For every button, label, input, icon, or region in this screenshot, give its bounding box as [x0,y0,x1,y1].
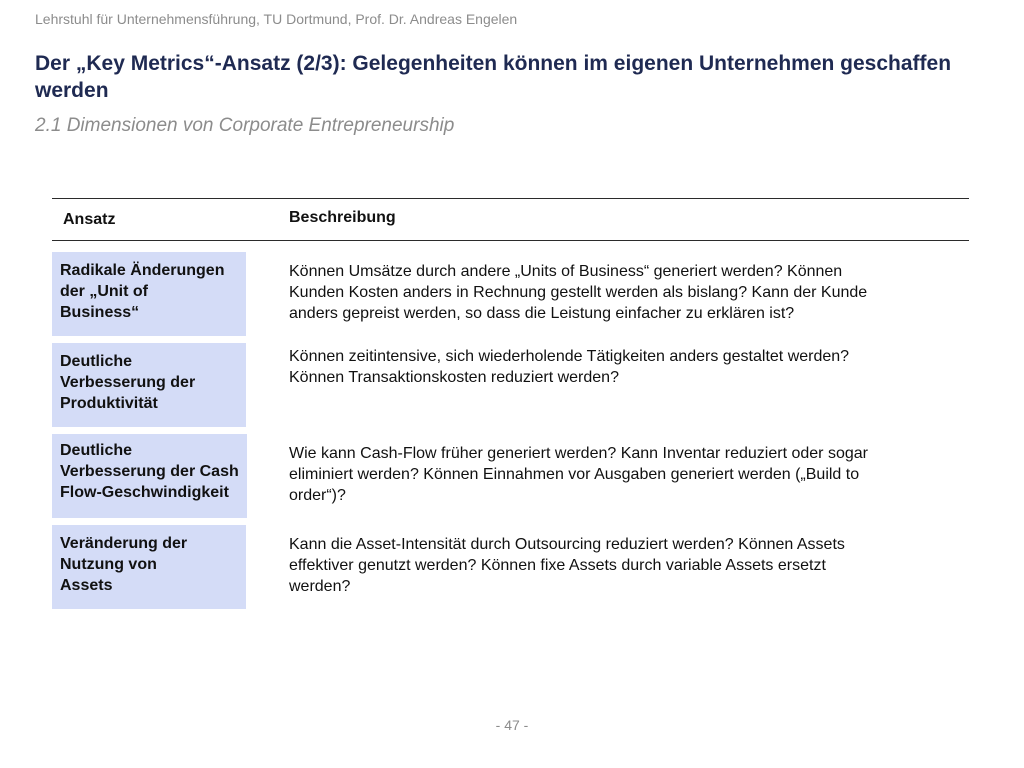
approach-box-assets: Veränderung der Nutzung von Assets [52,525,246,609]
description-cash-flow: Wie kann Cash-Flow früher generiert werden? Kann Inventar reduziert oder sogar eliminiert werden? Können Einnahmen vor Ausgaben generiert werden („Build to order“)? [289,445,868,504]
header-institution: Lehrstuhl für Unternehmensführung, TU Dortmund, Prof. Dr. Andreas Engelen [35,11,518,27]
slide-subtitle: 2.1 Dimensionen von Corporate Entrepreneurship [35,115,455,136]
description-unit-of-business: Können Umsätze durch andere „Units of Business“ generiert werden? Können Kunden Kosten anders in Rechnung gestellt werden als bislang? Kann der Kunde anders gepreist werden, so dass die Leistung einfacher zu erklären ist? [289,263,868,322]
slide-title: Der „Key Metrics“-Ansatz (2/3): Gelegenheiten können im eigenen Unternehmen geschaffen werden [35,52,952,102]
approach-box-cash-flow: Deutliche Verbesserung der Cash Flow-Geschwindigkeit [52,434,247,518]
description-produktivitaet: Können zeitintensive, sich wiederholende Tätigkeiten anders gestaltet werden? Können Transaktionskosten reduziert werden? [289,348,850,386]
approach-box-unit-of-business: Radikale Änderungen der „Unit of Business“ [52,252,246,336]
table-top-rule [52,198,969,199]
approach-box-produktivitaet: Deutliche Verbesserung der Produktivität [52,343,246,427]
column-header-beschreibung: Beschreibung [289,209,396,226]
description-assets: Kann die Asset-Intensität durch Outsourcing reduziert werden? Können Assets effektiver genutzt werden? Können fixe Assets durch variable Assets ersetzt werden? [289,536,845,595]
table-header-rule [52,240,969,241]
column-header-ansatz: Ansatz [63,211,116,228]
page-number: - 47 - [495,717,529,733]
